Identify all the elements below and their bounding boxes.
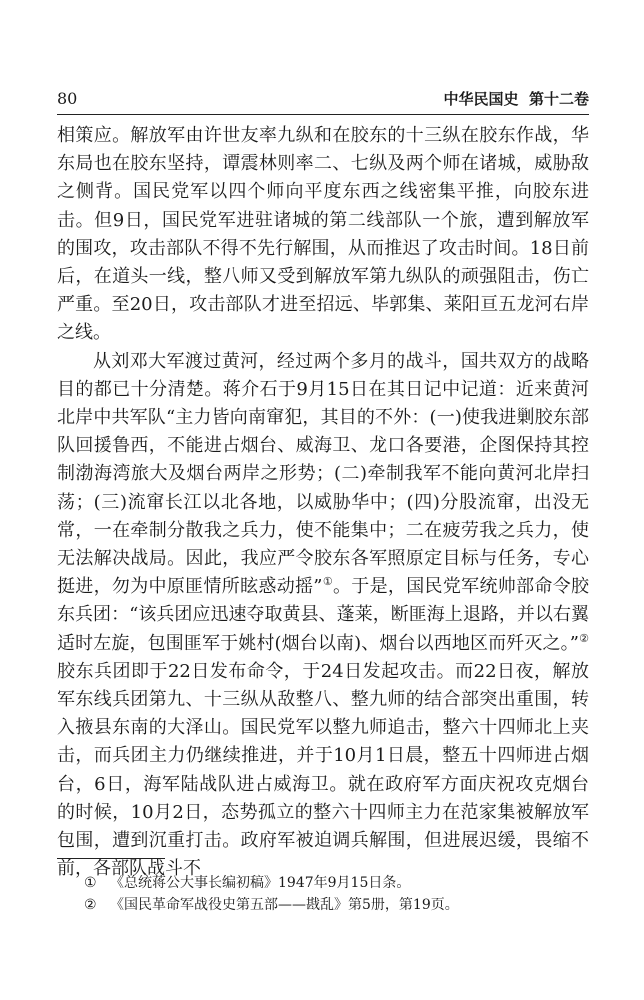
body-text [57,122,589,883]
paragraph-continuation: 相策应。解放军由许世友率九纵和在胶东的十三纵在胶东作战，华东局也在胶东坚持，谭震林则率二、七纵及两个师在诸城，威胁敌之侧背。国民党军以四个师向平度东西之线密集平推，向胶东进击。但9日，国民党军进驻诸城的第二线部队一个旅，遭到解放军的围攻，攻击部队不得不先行解围，从而推迟了攻击时间。18日前后，在道头一线，整八师又受到解放军第九纵队的顽强阻击，伤亡严重。至20日，攻击部队才进至招远、毕郭集、莱阳亘五龙河右岸之线。 [57,125,589,344]
footnote-number: ② [84,897,97,913]
footnote-divider [57,858,165,859]
running-title: 中华民国史 第十二卷 [443,90,589,108]
footnote-ref-1: ① [322,575,333,589]
paragraph-text: 。于是，国民党军统帅部命令胶东兵团：“该兵团应迅速夺取黄县、蓬莱，断匪海上退路，并以右翼适时左旋，包围匪军于姚村(烟台以南)、烟台以西地区而歼灭之。” [57,576,589,654]
paragraph-text: 胶东兵团即于22日发布命令，于24日发起攻击。而22日夜，解放军东线兵团第九、十三纵从敌整八、整九师的结合部突出重围，转入掖县东南的大泽山。国民党军以整九师追击，整六十四师北上夹击，而兵团主力仍继续推进，并于10月1日晨，整五十四师进占烟台，6日，海军陆战队进占威海卫。就在政府军方面庆祝攻克烟台的时候，10月2日，态势孤立的整六十四师主力在范家集被解放军包围，遭到沉重打击。政府军被迫调兵解围，但进展迟缓，畏缩不前，各部队战斗不 [57,660,589,880]
footnote-item [84,872,584,894]
footnote-item [84,894,584,916]
page-header [57,88,589,115]
footnotes [84,872,584,916]
paragraph-text: 从刘邓大军渡过黄河，经过两个多月的战斗，国共双方的战略目的都已十分清楚。蒋介石于9月15日在其日记中记道：近来黄河北岸中共军队“主力皆向南窜犯，其目的不外：(一)使我进剿胶东部队回援鲁西，不能进占烟台、威海卫、龙口各要港，企图保持其控制渤海湾旅大及烟台两岸之形势；(二)牵制我军不能向黄河北岸扫荡；(三)流窜长江以北各地，以威胁华中；(四)分股流窜，出没无常，一在牵制分散我之兵力，使不能集中；二在疲劳我之兵力，使无法解决战局。因此，我应严令胶东各军照原定目标与任务，专心挺进，勿为中原匪情所眩惑动摇” [57,350,589,598]
paragraph-main [57,348,589,884]
footnote-number: ① [84,875,97,891]
page-number: 80 [57,89,78,108]
footnote-ref-2: ② [579,631,589,645]
footnote-text: 《国民革命军战役史第五部——戡乱》第5册，第19页。 [110,897,459,913]
footnote-text: 《总统蒋公大事长编初稿》1947年9月15日条。 [110,875,411,891]
